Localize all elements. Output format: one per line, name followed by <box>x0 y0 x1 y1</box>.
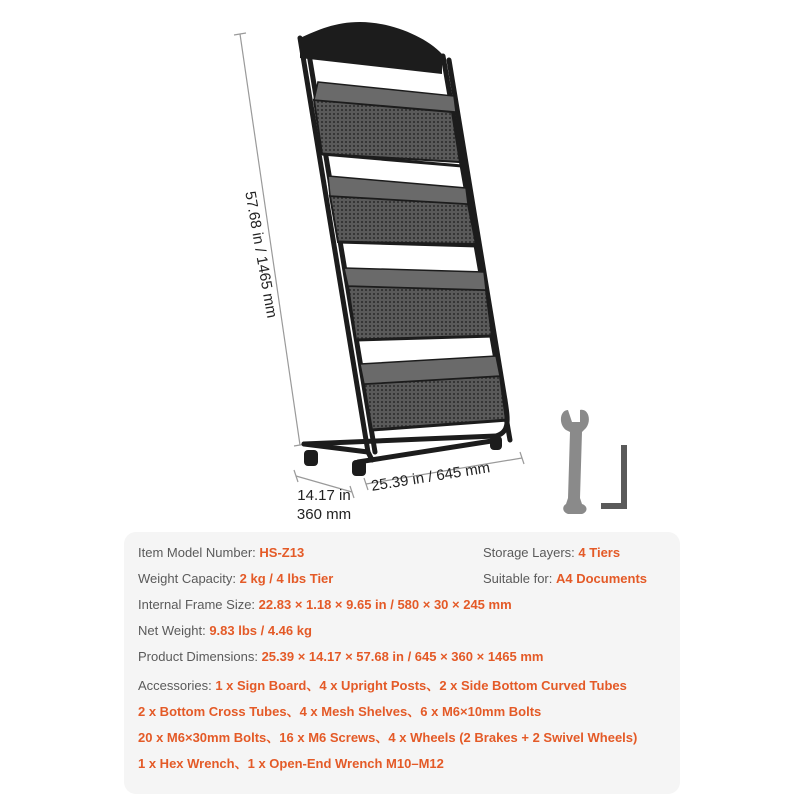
accessory-separator: 、 <box>306 678 320 693</box>
height-dimension-label: 57.68 in / 1465 mm <box>241 190 281 320</box>
accessory-separator: 、 <box>234 756 248 771</box>
accessory-separator: 、 <box>266 730 280 745</box>
width-dimension-label: 25.39 in / 645 mm <box>370 459 492 495</box>
accessory-separator: 、 <box>286 704 300 719</box>
accessory-item: 1 x Hex Wrench <box>138 756 235 771</box>
accessory-item: 4 x Mesh Shelves <box>299 704 408 719</box>
depth-inches: 14.17 in <box>297 487 351 504</box>
spec-accessories-line-1: Accessories: 1 x Sign Board、4 x Upright Posts、2 x Side Bottom Curved Tubes <box>138 678 627 693</box>
accessory-separator: 、 <box>375 730 389 745</box>
open-end-wrench-icon <box>561 410 589 514</box>
accessory-item: 20 x M6×30mm Bolts <box>138 730 267 745</box>
depth-mm: 360 mm <box>296 506 352 523</box>
spec-accessories-line-3 <box>138 727 637 746</box>
spec-suitable: Suitable for: A4 Documents <box>483 571 648 586</box>
accessory-item: 2 x Side Bottom Curved Tubes <box>439 678 627 693</box>
spec-product-dimensions: Product Dimensions: 25.39 × 14.17 × 57.68 in / 645 × 360 × 1465 mm <box>138 649 544 664</box>
accessory-separator: 、 <box>426 678 440 693</box>
spec-frame-size: Internal Frame Size: 22.83 × 1.18 × 9.65 in / 580 × 30 × 245 mm <box>138 597 512 612</box>
hex-wrench-icon <box>604 448 624 506</box>
sign-board <box>300 22 442 74</box>
accessory-item: 1 x Open-End Wrench M10–M12 <box>247 756 444 771</box>
spec-net-weight: Net Weight: 9.83 lbs / 4.46 kg <box>138 623 312 638</box>
spec-capacity: Weight Capacity: 2 kg / 4 lbs Tier <box>138 571 334 586</box>
accessory-item: 1 x Sign Board <box>215 678 307 693</box>
accessory-item: 16 x M6 Screws <box>279 730 376 745</box>
spec-accessories-line-4 <box>138 753 444 772</box>
spec-layers: Storage Layers: 4 Tiers <box>483 545 621 560</box>
accessory-item: 4 x Upright Posts <box>319 678 427 693</box>
accessory-item: 6 x M6×10mm Bolts <box>420 704 542 719</box>
spec-accessories-line-2 <box>138 701 541 720</box>
accessory-item: 4 x Wheels (2 Brakes + 2 Swivel Wheels) <box>388 730 638 745</box>
accessory-item: 2 x Bottom Cross Tubes <box>138 704 287 719</box>
depth-dimension-label <box>292 486 356 524</box>
accessory-separator: 、 <box>407 704 421 719</box>
height-dimension-line <box>234 33 306 446</box>
spec-model: Item Model Number: HS-Z13 <box>138 545 305 560</box>
